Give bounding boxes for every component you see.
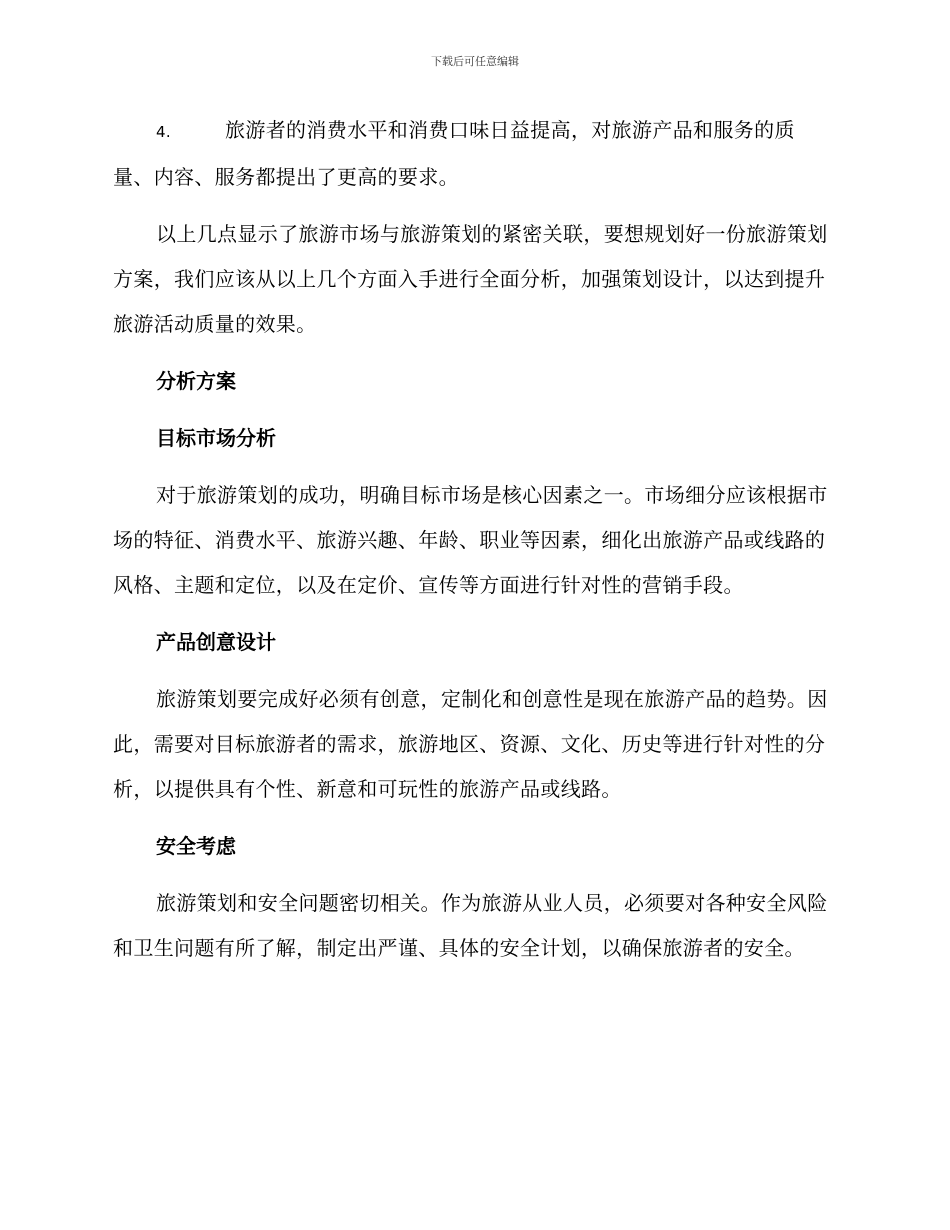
summary-paragraph: 以上几点显示了旅游市场与旅游策划的紧密关联，要想规划好一份旅游策划方案，我们应该从以上几个方面入手进行全面分析，加强策划设计，以达到提升旅游活动质量的效果。 (113, 222, 828, 336)
spacer (113, 200, 833, 212)
spacer (113, 461, 833, 473)
section-heading-product: 产品创意设计 (156, 630, 276, 654)
market-paragraph: 对于旅游策划的成功，明确目标市场是核心因素之一。市场细分应该根据市场的特征、消费水平、旅游兴趣、年龄、职业等因素，细化出旅游产品或线路的风格、主题和定位，以及在定价、宣传等方面进行针对性的营销手段。 (113, 483, 828, 597)
spacer (113, 608, 833, 620)
spacer (113, 347, 833, 359)
safety-paragraph: 旅游策划和安全问题密切相关。作为旅游从业人员，必须要对各种安全风险和卫生问题有所了解，制定出严谨、具体的安全计划，以确保旅游者的安全。 (113, 891, 828, 960)
section-heading-safety: 安全考虑 (156, 834, 236, 858)
spacer (113, 665, 833, 677)
item-number: 4. (156, 123, 172, 141)
spacer (113, 869, 833, 881)
numbered-item-4 (113, 108, 833, 200)
document-body (113, 108, 833, 971)
spacer (113, 404, 833, 416)
section-heading-market: 目标市场分析 (156, 426, 276, 450)
item-text: 旅游者的消费水平和消费口味日益提高，对旅游产品和服务的质量、内容、服务都提出了更高的要求。 (113, 118, 795, 189)
section-heading-plan: 分析方案 (156, 369, 236, 393)
page-header-note: 下载后可任意编辑 (431, 55, 519, 68)
product-paragraph: 旅游策划要完成好必须有创意，定制化和创意性是现在旅游产品的趋势。因此，需要对目标旅游者的需求，旅游地区、资源、文化、历史等进行针对性的分析，以提供具有个性、新意和可玩性的旅游产品或线路。 (113, 687, 828, 801)
spacer (113, 812, 833, 824)
